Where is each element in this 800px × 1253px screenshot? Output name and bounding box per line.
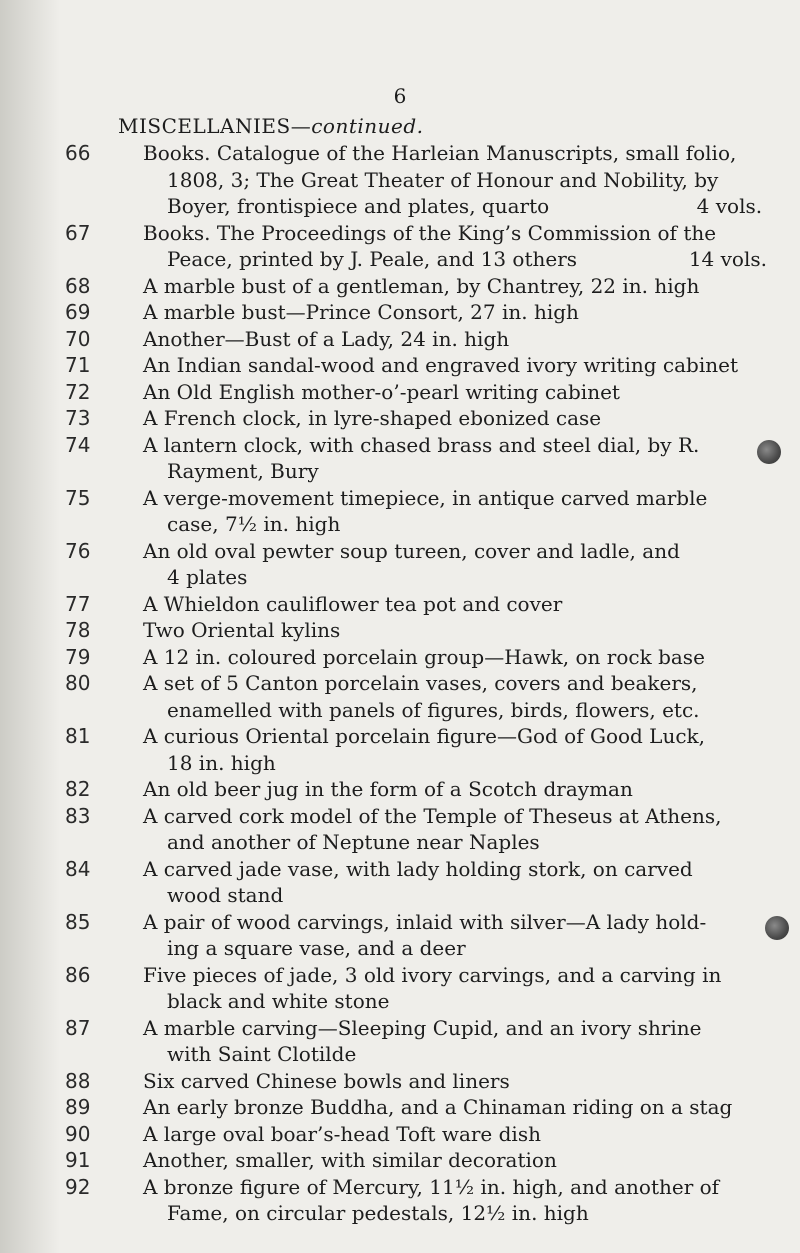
lot-entry (0, 220, 800, 273)
running-head-italic: continued. (311, 114, 424, 138)
lot-entry (0, 1068, 800, 1095)
lot-number: 92 (65, 1174, 91, 1199)
lot-number: 66 (65, 141, 91, 165)
lot-line: Another, smaller, with similar decoration (143, 1148, 557, 1172)
lot-number: 87 (65, 1015, 91, 1040)
lot-entry (0, 1147, 800, 1174)
lot-entry (0, 273, 800, 300)
lot-entry (0, 644, 800, 671)
lot-number: 70 (65, 326, 91, 351)
lot-line: Six carved Chinese bowls and liners (143, 1068, 510, 1093)
lot-number: 78 (65, 618, 91, 642)
lot-description (143, 856, 767, 909)
lot-description (143, 326, 767, 353)
lot-entry (0, 1121, 800, 1148)
lot-line: A French clock, in lyre-shaped ebonized case (143, 406, 602, 430)
lot-line: with Saint Clotilde (167, 1042, 357, 1066)
lot-description (143, 909, 767, 962)
lot-quantity: 14 vols. (688, 247, 767, 271)
lot-description (143, 1068, 767, 1095)
lot-number: 72 (65, 379, 91, 404)
lot-description (143, 1121, 767, 1148)
lot-description (143, 405, 767, 432)
lot-number: 84 (65, 856, 91, 881)
lot-description (143, 723, 767, 776)
lot-number: 71 (65, 353, 91, 377)
lot-line: ing a square vase, and a deer (167, 936, 466, 960)
lot-line: A large oval boar’s-head Toft ware dish (143, 1121, 541, 1146)
lot-description (143, 591, 767, 618)
lot-line: wood stand (167, 883, 284, 907)
running-head-main: MISCELLANIES— (118, 114, 312, 138)
lot-line: A 12 in. coloured porcelain group—Hawk, on rock base (143, 644, 705, 669)
lot-description (143, 140, 767, 220)
lot-line: A marble carving—Sleeping Cupid, and an ivory shrine (143, 1015, 702, 1040)
lot-line: 18 in. high (167, 750, 276, 775)
lot-number: 86 (65, 962, 91, 987)
lot-entry (0, 776, 800, 803)
lot-description (143, 803, 767, 856)
lot-description (143, 617, 767, 644)
lot-line: A carved jade vase, with lady holding stork, on carved (143, 856, 693, 881)
lot-number: 81 (65, 724, 91, 748)
lot-entry (0, 326, 800, 353)
lot-entry (0, 856, 800, 909)
lot-description (143, 962, 767, 1015)
lot-number: 88 (65, 1068, 91, 1093)
lot-description (143, 1174, 767, 1227)
lot-line: A pair of wood carvings, inlaid with silver—A lady hold- (143, 909, 707, 934)
lot-entry (0, 538, 800, 591)
lot-number: 89 (65, 1095, 91, 1119)
lot-line: A bronze figure of Mercury, 11½ in. high, and another of (143, 1174, 720, 1199)
lot-line: A carved cork model of the Temple of Theseus at Athens, (143, 803, 722, 828)
lot-line: Another—Bust of a Lady, 24 in. high (143, 326, 510, 351)
lot-line: Books. Catalogue of the Harleian Manuscripts, small folio, (143, 141, 737, 165)
lot-number: 73 (65, 406, 91, 430)
lot-entry (0, 299, 800, 326)
lot-description (143, 670, 767, 723)
lot-entry (0, 485, 800, 538)
lot-entry (0, 670, 800, 723)
binding-hole-mark (765, 916, 789, 940)
lot-line: A verge-movement timepiece, in antique carved marble (143, 485, 708, 510)
lot-description (143, 776, 767, 803)
lot-line: Five pieces of jade, 3 old ivory carvings, and a carving in (143, 962, 722, 987)
lot-description (143, 220, 767, 273)
lot-description (143, 1147, 767, 1174)
lot-number: 83 (65, 803, 91, 828)
lot-entry (0, 803, 800, 856)
lot-line: 1808, 3; The Great Theater of Honour and Nobility, by (167, 167, 719, 192)
running-head (118, 114, 424, 138)
lot-line: Two Oriental kylins (143, 618, 341, 642)
lot-number: 90 (65, 1121, 91, 1146)
lot-entry (0, 140, 800, 220)
lot-entry (0, 432, 800, 485)
lot-line: enamelled with panels of figures, birds, flowers, etc. (167, 697, 700, 722)
lot-entry (0, 962, 800, 1015)
lot-number: 77 (65, 591, 91, 616)
lot-description (143, 485, 767, 538)
lot-line: An old oval pewter soup tureen, cover and ladle, and (143, 538, 680, 563)
lot-entry (0, 1015, 800, 1068)
lot-line: Peace, printed by J. Peale, and 13 others (167, 247, 578, 271)
lot-description (143, 1094, 767, 1121)
lot-entry (0, 405, 800, 432)
lot-line: Boyer, frontispiece and plates, quarto (167, 194, 550, 218)
lot-description (143, 299, 767, 326)
lot-line: A Whieldon cauliflower tea pot and cover (143, 591, 563, 616)
lot-line: A marble bust of a gentleman, by Chantrey, 22 in. high (143, 273, 700, 298)
lot-number: 80 (65, 671, 91, 695)
lot-line: black and white stone (167, 989, 390, 1013)
lot-line: and another of Neptune near Naples (167, 830, 540, 854)
lot-description (143, 379, 767, 406)
lot-number: 67 (65, 220, 91, 245)
lot-entry (0, 723, 800, 776)
page-number: 6 (393, 84, 407, 108)
lot-line: A marble bust—Prince Consort, 27 in. high (143, 300, 579, 324)
lot-number: 91 (65, 1148, 91, 1172)
lot-line: An Old English mother-o’-pearl writing cabinet (143, 379, 620, 404)
lot-line: A lantern clock, with chased brass and steel dial, by R. (143, 432, 700, 457)
lot-description (143, 538, 767, 591)
lot-number: 76 (65, 538, 91, 563)
lot-entry (0, 909, 800, 962)
lot-line: A curious Oriental porcelain figure—God of Good Luck, (143, 724, 706, 748)
lot-number: 74 (65, 432, 91, 457)
lot-description (143, 1015, 767, 1068)
binding-hole-mark (757, 440, 781, 464)
lot-number: 75 (65, 485, 91, 510)
lot-number: 79 (65, 644, 91, 669)
lot-line: Rayment, Bury (167, 459, 319, 483)
lot-line: Fame, on circular pedestals, 12½ in. high (167, 1201, 589, 1225)
lot-description (143, 352, 767, 379)
lot-line: An old beer jug in the form of a Scotch drayman (143, 777, 633, 801)
lot-number: 82 (65, 777, 91, 801)
lot-entry (0, 1174, 800, 1227)
lot-entry (0, 379, 800, 406)
lot-entry (0, 352, 800, 379)
lot-number: 69 (65, 300, 91, 324)
lot-line: An Indian sandal-wood and engraved ivory writing cabinet (143, 353, 738, 377)
lot-entry (0, 617, 800, 644)
lot-line: A set of 5 Canton porcelain vases, covers and beakers, (143, 671, 698, 695)
lot-description (143, 273, 767, 300)
lot-number: 68 (65, 273, 91, 298)
lot-line: Books. The Proceedings of the King’s Commission of the (143, 220, 717, 245)
lot-line: An early bronze Buddha, and a Chinaman riding on a stag (143, 1095, 733, 1119)
lot-quantity: 4 vols. (696, 194, 763, 218)
lot-description (143, 644, 767, 671)
lot-number: 85 (65, 909, 91, 934)
lot-list (0, 140, 800, 1227)
lot-description (143, 432, 767, 485)
lot-entry (0, 591, 800, 618)
lot-entry (0, 1094, 800, 1121)
lot-line: case, 7½ in. high (167, 512, 341, 536)
lot-line: 4 plates (167, 565, 248, 589)
